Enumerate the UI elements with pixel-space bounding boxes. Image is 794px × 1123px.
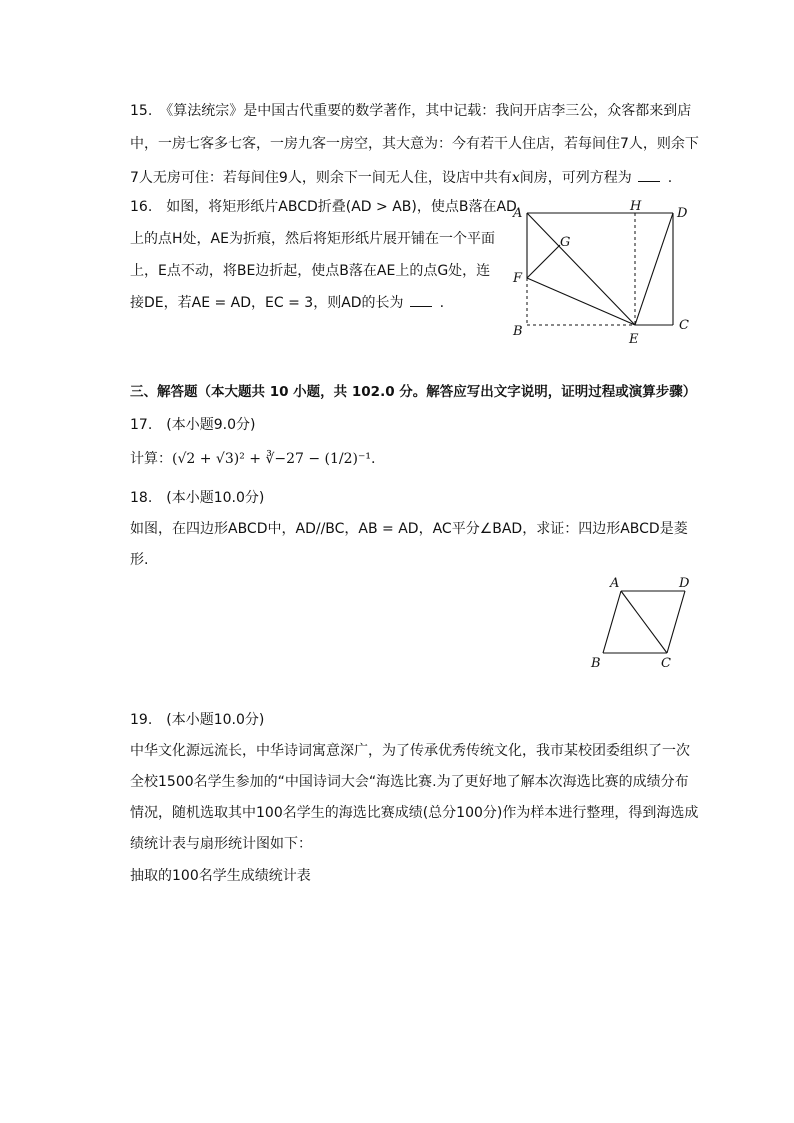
q16-line-1: 16. 如图，将矩形纸片ABCD折叠(AD > AB)，使点B落在AD — [130, 199, 517, 215]
q15-line-3-a: 7人无房可住：若每间住9人，则余下一间无人住，设店中共有 — [130, 170, 512, 186]
q15-end-period: . — [667, 170, 673, 186]
q16-segment-fe — [527, 278, 635, 325]
q16-label-e: E — [629, 332, 639, 347]
q15-variable-x: x — [511, 170, 520, 186]
q16-figure — [505, 195, 705, 350]
q18-label-b: B — [591, 656, 601, 671]
q18-diagonal-ac — [621, 591, 667, 653]
q16-line-3: 上，E点不动，将BE边折起，使点B落在AE上的点G处，连 — [130, 263, 491, 279]
q18-line-2: 形. — [130, 552, 149, 568]
q16-line-2: 上的点H处，AE为折痕，然后将矩形纸片展开铺在一个平面 — [130, 231, 495, 247]
q16-answer-blank[interactable] — [410, 292, 432, 307]
q16-label-d: D — [677, 206, 688, 221]
q16-label-a: A — [513, 206, 523, 221]
q16-label-c: C — [679, 318, 689, 333]
section-3-heading: 三、解答题（本大题共 10 小题，共 102.0 分。解答应写出文字说明，证明过程或演算步骤） — [130, 384, 697, 400]
q16-line-4-text: 接DE，若AE = AD，EC = 3，则AD的长为 — [130, 295, 404, 311]
q18-label-a: A — [610, 576, 620, 591]
q15-line-2: 中，一房七客多七客，一房九客一房空，其大意为：今有若干人住店，若每间住7人，则余下 — [130, 136, 699, 152]
q17-expression: (√2 + √3)² + ∛−27 − (1/2)⁻¹. — [172, 451, 376, 467]
q15-answer-blank[interactable] — [638, 167, 660, 182]
q18-edge-dc — [667, 591, 685, 653]
q16-label-b: B — [513, 324, 523, 339]
q19-line-3: 情况，随机选取其中100名学生的海选比赛成绩(总分100分)作为样本进行整理，得到海选成 — [130, 805, 699, 821]
q18-figure — [585, 570, 695, 675]
q19-line-4: 绩统计表与扇形统计图如下： — [130, 836, 312, 852]
q16-label-f: F — [513, 271, 523, 286]
q19-line-2: 全校1500名学生参加的“中国诗词大会“海选比赛.为了更好地了解本次海选比赛的成绩分布 — [130, 774, 689, 790]
q18-label-c: C — [661, 656, 671, 671]
q19-line-1: 中华文化源远流长，中华诗词寓意深广，为了传承优秀传统文化，我市某校团委组织了一次 — [130, 743, 690, 759]
q17-expression-line — [130, 449, 375, 469]
q18-label-d: D — [679, 576, 690, 591]
q16-label-h: H — [630, 199, 642, 214]
q19-table-caption: 抽取的100名学生成绩统计表 — [130, 868, 311, 884]
q15-line-1: 15. 《算法统宗》是中国古代重要的数学著作，其中记载：我问开店李三公，众客都来到店 — [130, 103, 692, 119]
q16-label-g: G — [560, 235, 571, 250]
q19-header: 19. (本小题10.0分) — [130, 712, 265, 728]
q16-segment-de — [635, 213, 673, 325]
q15-line-3 — [130, 167, 672, 188]
q15-line-3-b: 间房，可列方程为 — [519, 170, 632, 186]
q18-edge-ba — [603, 591, 621, 653]
q16-line-4 — [130, 292, 444, 313]
q16-segment-fg — [527, 245, 560, 278]
q17-calc-label: 计算： — [130, 451, 172, 467]
q18-line-1: 如图，在四边形ABCD中，AD//BC，AB = AD，AC平分∠BAD，求证：四边形ABCD是菱 — [130, 521, 688, 537]
q16-end-period: . — [439, 295, 445, 311]
q16-segment-ae — [527, 213, 635, 325]
q17-header: 17. (本小题9.0分) — [130, 417, 256, 433]
q18-header: 18. (本小题10.0分) — [130, 490, 265, 506]
